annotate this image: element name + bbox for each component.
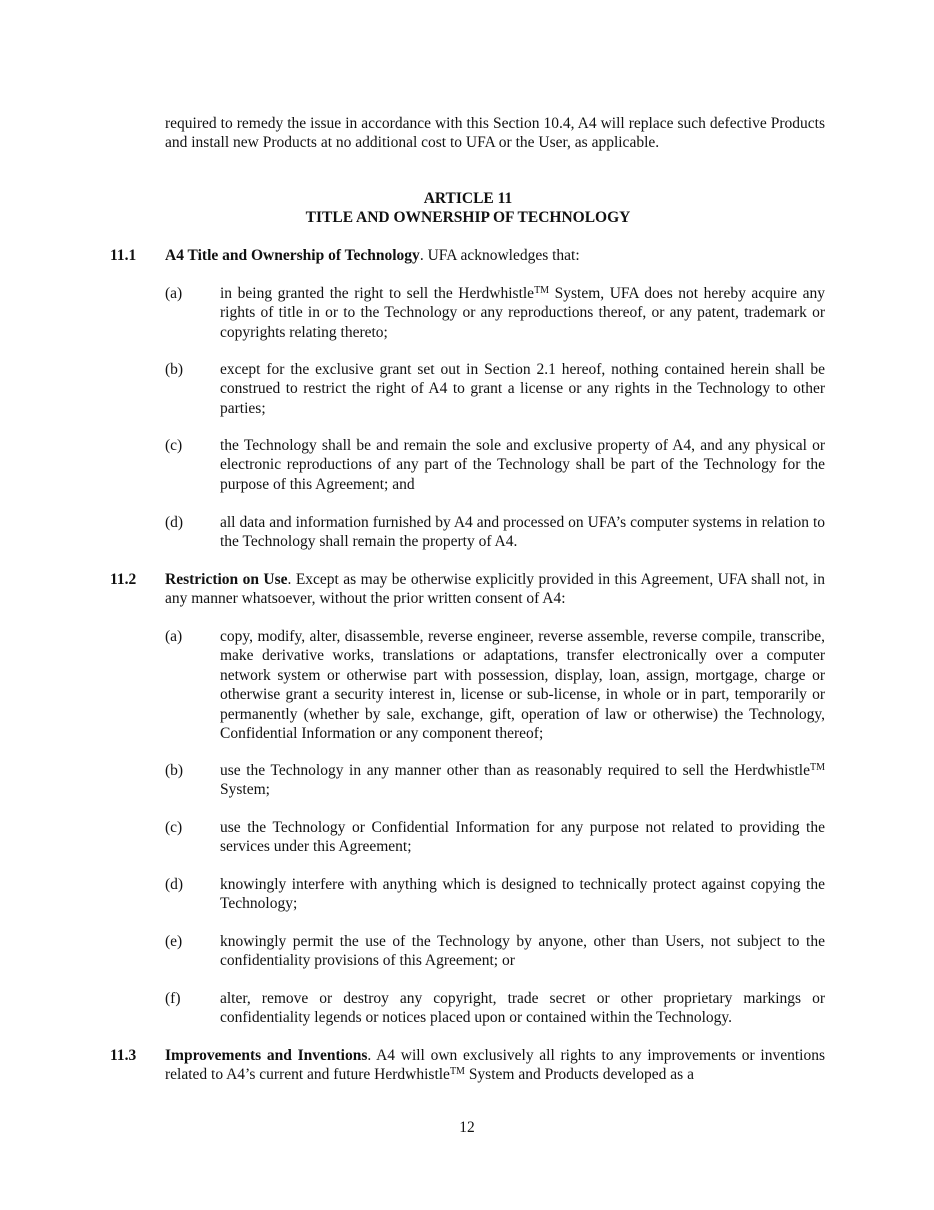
item-11-2-f-label: (f) <box>165 990 181 1007</box>
section-11-3-intro <box>165 1046 825 1085</box>
section-11-1-number: 11.1 <box>110 247 137 264</box>
item-11-1-a-post: System, UFA does not hereby acquire any rights of title in or to the Technology or any reproductions thereof, or any patent, trademark or copyrights relating thereto; <box>220 285 825 341</box>
trademark-mark: TM <box>534 285 550 296</box>
section-11-2-title: Restriction on Use <box>165 571 288 588</box>
item-11-1-a-text <box>220 284 825 342</box>
item-11-1-a-pre: in being granted the right to sell the Herdwhistle <box>220 285 535 302</box>
page-number: 12 <box>459 1119 475 1136</box>
section-11-1-title: A4 Title and Ownership of Technology <box>165 247 420 264</box>
section-11-3-number: 11.3 <box>110 1047 137 1064</box>
intro-paragraph: required to remedy the issue in accordance with this Section 10.4, A4 will replace such defective Products and install new Products at no additional cost to UFA or the User, as applicable. <box>165 115 825 152</box>
item-11-2-b-post: System; <box>220 781 270 799</box>
trademark-mark: TM <box>810 762 825 773</box>
article-number: ARTICLE 11 <box>423 190 513 207</box>
item-11-1-b-text: except for the exclusive grant set out in Section 2.1 hereof, nothing contained herein shall be construed to restrict the right of A4 to grant a license or any rights in the Technology to other parties; <box>220 361 825 417</box>
trademark-mark: TM <box>449 1066 465 1078</box>
item-11-2-c-text: use the Technology or Confidential Information for any purpose not related to providing the services under this Agreement; <box>220 819 825 856</box>
item-11-1-b-label: (b) <box>165 361 184 378</box>
item-11-1-a-label: (a) <box>165 285 183 302</box>
section-11-2-number: 11.2 <box>110 571 137 588</box>
item-11-2-b-pre: use the Technology in any manner other than as reasonably required to sell the Herdwhistle <box>220 762 810 779</box>
section-11-1-text: . UFA acknowledges that: <box>419 247 580 264</box>
item-11-2-e-text: knowingly permit the use of the Technology by anyone, other than Users, not subject to the confidentiality provisions of this Agreement; or <box>220 933 825 970</box>
item-11-2-b-label: (b) <box>165 762 184 779</box>
item-11-2-c-label: (c) <box>165 819 183 836</box>
item-11-1-c-text: the Technology shall be and remain the sole and exclusive property of A4, and any physical or electronic reproductions of any part of the Technology shall be part of the Technology for the purpose of this Agreement; and <box>220 437 825 493</box>
section-11-3-title: Improvements and Inventions <box>165 1047 368 1064</box>
item-11-2-a-text: copy, modify, alter, disassemble, reverse engineer, reverse assemble, reverse compile, transcribe, make derivative works, translations or adaptations, transfer electronically over a computer network system or otherwise part with possession, display, loan, assign, mortgage, charge or otherwise grant a security interest in, license or sub-license, in whole or in part, temporarily or permanently (whether by sale, exchange, gift, operation of law or otherwise) the Technology, Confidential Information or any component thereof; <box>220 628 825 743</box>
item-11-2-f-text: alter, remove or destroy any copyright, trade secret or other proprietary markings or confidentiality legends or notices placed upon or contained within the Technology. <box>220 990 825 1027</box>
item-11-2-d-label: (d) <box>165 876 184 893</box>
item-11-1-d-text: all data and information furnished by A4 and processed on UFA’s computer systems in relation to the Technology shall remain the property of A4. <box>220 514 825 551</box>
item-11-2-d-text: knowingly interfere with anything which is designed to technically protect against copying the Technology; <box>220 876 825 913</box>
item-11-1-c-label: (c) <box>165 437 183 454</box>
section-11-2-intro <box>165 570 825 609</box>
section-11-3-post: System and Products developed as a <box>464 1066 694 1084</box>
item-11-2-a-label: (a) <box>165 628 183 645</box>
article-title: TITLE AND OWNERSHIP OF TECHNOLOGY <box>305 209 631 226</box>
item-11-2-b-text <box>220 761 825 800</box>
item-11-2-e-label: (e) <box>165 933 183 950</box>
section-11-2-text: . Except as may be otherwise explicitly provided in this Agreement, UFA shall not, in any manner whatsoever, without the prior written consent of A4: <box>165 571 825 608</box>
section-11-1-intro <box>165 246 825 265</box>
item-11-1-d-label: (d) <box>165 514 184 531</box>
section-11-3-pre: . A4 will own exclusively all rights to any improvements or inventions related to A4’s current and future Herdwhistle <box>165 1047 826 1084</box>
